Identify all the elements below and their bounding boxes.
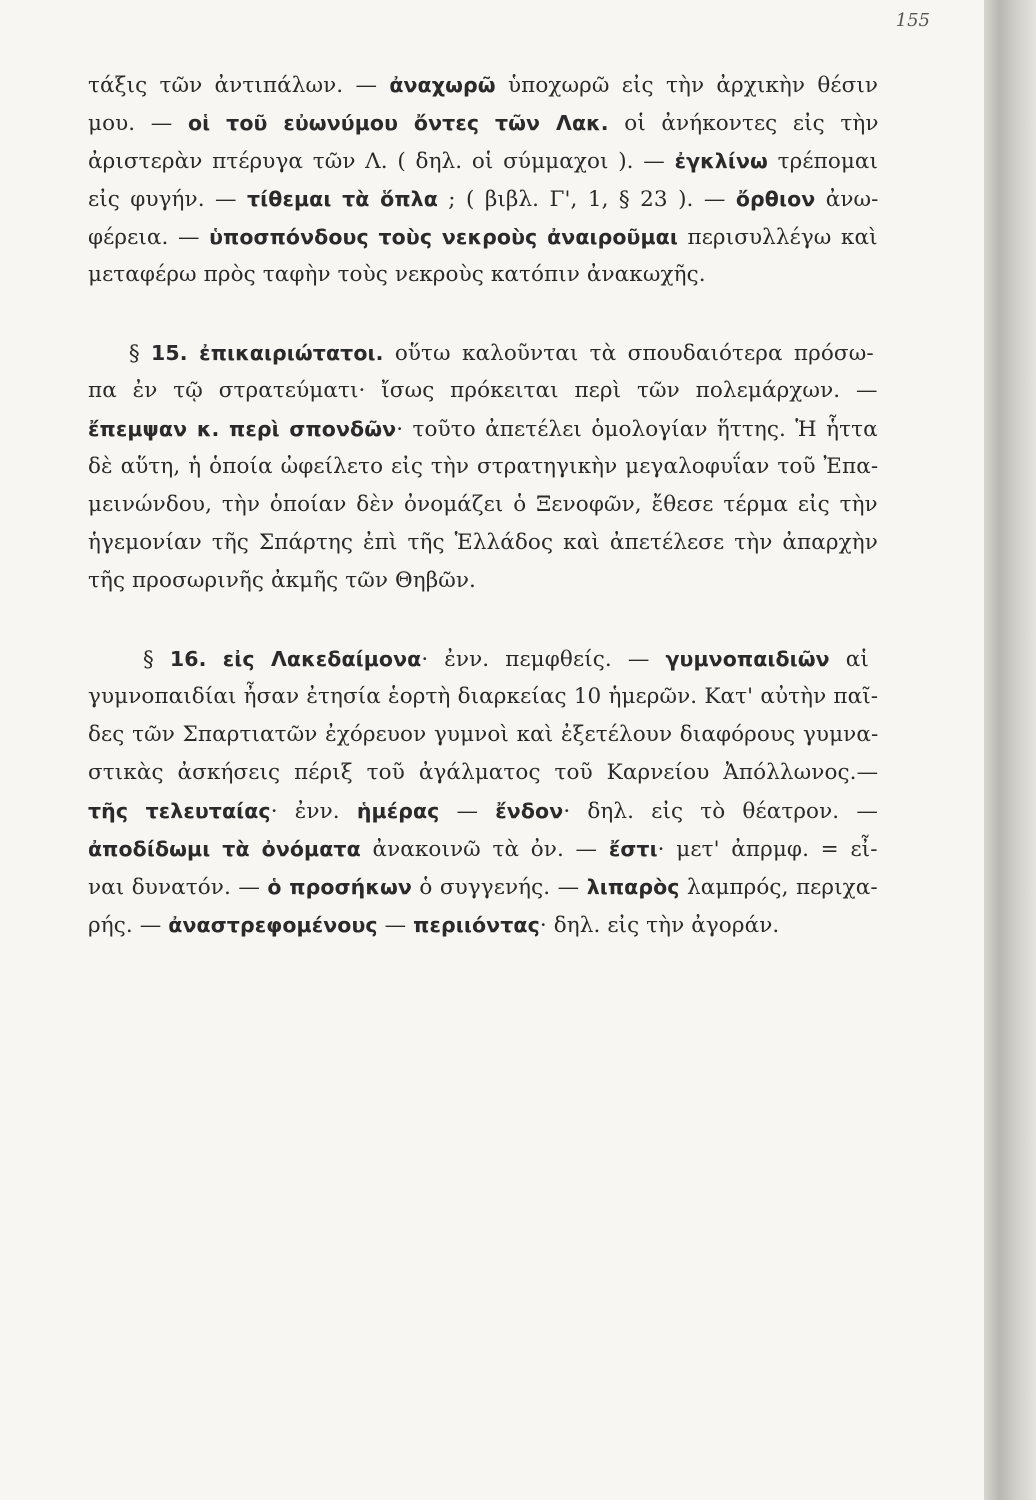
gloss-text: εἰς φυγήν. —	[88, 187, 247, 212]
gloss-text: · τοῦτο ἀπετέλει ὁμολογίαν ἥττης. Ἡ ἧττα	[396, 417, 878, 442]
gloss-text: δὲ αὕτη, ἡ ὁποία ὠφείλετο εἰς τὴν στρατηγικὴν μεγαλοφυΐαν τοῦ Ἐπα-	[88, 454, 879, 479]
lemma-term: οἱ τοῦ εὐωνύμου ὄντες τῶν Λακ.	[187, 111, 609, 135]
gloss-text: ὑποχωρῶ εἰς τὴν ἀρχικὴν θέσιν	[495, 73, 879, 98]
gloss-text: ; ( βιβλ. Γ', 1, § 23 ). —	[437, 187, 736, 212]
gloss-text: τρέπομαι	[767, 149, 879, 174]
text-line	[88, 448, 878, 486]
text-line	[88, 218, 878, 256]
text-line	[88, 792, 878, 830]
text-line	[88, 906, 878, 944]
gloss-text: αἱ	[829, 647, 869, 672]
gloss-text: δες τῶν Σπαρτιατῶν ἐχόρευον γυμνοὶ καὶ ἐξετέλουν διαφόρους γυμνα-	[88, 722, 879, 747]
lemma-term: ὄρθιον	[735, 187, 816, 211]
lemma-term: ἀναστρεφομένους	[168, 913, 378, 937]
lemma-term: ἐγκλίνω	[674, 149, 768, 173]
lemma-term: γυμνοπαιδιῶν	[665, 647, 830, 671]
gloss-text: οὕτω καλοῦνται τὰ σπουδαιότερα πρόσω-	[383, 341, 874, 366]
gloss-text: μεταφέρω πρὸς ταφὴν τοὺς νεκροὺς κατόπιν ἀνακωχῆς.	[88, 262, 706, 287]
text-line	[88, 678, 878, 716]
gloss-text: · μετ' ἀπρμφ. = εἶ-	[657, 837, 878, 862]
gloss-text: ἀριστερὰν πτέρυγα τῶν Λ. ( δηλ. οἱ σύμμαχοι ). —	[88, 149, 675, 174]
lemma-term: περιιόντας	[413, 913, 540, 937]
gloss-text: ἀνακοινῶ τὰ ὀν. —	[360, 837, 609, 862]
text-line	[88, 868, 878, 906]
text-line	[88, 104, 878, 142]
gloss-text: οἱ ἀνήκοντες εἰς τὴν	[608, 111, 879, 136]
gloss-text: μεινώνδου, τὴν ὁποίαν δὲν ὀνομάζει ὁ Ξενοφῶν, ἔθεσε τέρμα εἰς τὴν	[88, 492, 878, 517]
gloss-text: · ἐνν. πεμφθείς. —	[421, 647, 666, 672]
text-line	[88, 524, 878, 562]
gloss-text: —	[377, 913, 414, 938]
lemma-term: ἡμέρας	[356, 799, 440, 823]
lemma-term: 15. ἐπικαιριώτατοι.	[150, 341, 384, 365]
gloss-text: —	[439, 799, 496, 824]
gloss-text: τῆς προσωρινῆς ἀκμῆς τῶν Θηβῶν.	[88, 568, 476, 593]
text-line	[88, 716, 878, 754]
text-line	[88, 256, 878, 294]
text-line	[88, 66, 878, 104]
text-line	[88, 562, 878, 600]
lemma-term: τῆς τελευταίας	[88, 799, 271, 823]
paragraph	[88, 66, 878, 294]
gloss-text: περισυλλέγω καὶ	[677, 225, 878, 250]
text-line	[88, 334, 878, 372]
gloss-text: ρής. —	[88, 913, 169, 938]
gloss-text: μου. —	[88, 111, 188, 136]
text-line	[88, 372, 878, 410]
commentary-text	[88, 66, 878, 984]
text-line	[88, 640, 878, 678]
gloss-text: πα ἐν τῷ στρατεύματι· ἴσως πρόκειται περὶ τῶν πολεμάρχων. —	[88, 378, 878, 403]
gloss-text: §	[88, 341, 151, 366]
gloss-text: · δηλ. εἰς τὸ θέατρον. —	[563, 799, 878, 824]
gloss-text: · ἐνν.	[270, 799, 357, 824]
lemma-term: 16. εἰς Λακεδαίμονα	[169, 647, 422, 671]
lemma-term: τίθεμαι τὰ ὅπλα	[247, 187, 438, 211]
paragraph	[88, 640, 878, 944]
lemma-term: λιπαρὸς	[586, 875, 680, 899]
paragraph	[88, 334, 878, 600]
gloss-text: τάξις τῶν ἀντιπάλων. —	[88, 73, 390, 98]
gloss-text: στικὰς ἀσκήσεις πέριξ τοῦ ἀγάλματος τοῦ Καρνείου Ἀπόλλωνος.—	[88, 760, 879, 785]
text-line	[88, 410, 878, 448]
text-line	[88, 754, 878, 792]
text-line	[88, 486, 878, 524]
lemma-term: ἔστι	[608, 837, 658, 861]
gloss-text: ὁ συγγενής. —	[411, 875, 587, 900]
lemma-term: ἔνδον	[495, 799, 564, 823]
lemma-term: ἔπεμψαν κ. περὶ σπονδῶν	[88, 417, 397, 441]
gloss-text: ναι δυνατόν. —	[88, 875, 268, 900]
lemma-term: ἀναχωρῶ	[389, 73, 496, 97]
gloss-text: ἡγεμονίαν τῆς Σπάρτης ἐπὶ τῆς Ἑλλάδος καὶ ἀπετέλεσε τὴν ἀπαρχὴν	[88, 530, 878, 555]
gloss-text: · δηλ. εἰς τὴν ἀγοράν.	[539, 913, 780, 938]
text-line	[88, 180, 878, 218]
gloss-text: §	[88, 647, 170, 672]
gloss-text: λαμπρός, περιχα-	[679, 875, 878, 900]
text-line	[88, 142, 878, 180]
text-line	[88, 830, 878, 868]
lemma-term: ἀποδίδωμι τὰ ὀνόματα	[88, 837, 361, 861]
gloss-text: ἀνω-	[815, 187, 879, 212]
page-edge	[984, 0, 1036, 1500]
gloss-text: φέρεια. —	[88, 225, 210, 250]
page-number: 155	[895, 10, 930, 31]
lemma-term: ὑποσπόνδους τοὺς νεκροὺς ἀναιροῦμαι	[209, 225, 678, 249]
lemma-term: ὁ προσήκων	[267, 875, 412, 899]
gloss-text: γυμνοπαιδίαι ἦσαν ἐτησία ἑορτὴ διαρκείας 10 ἡμερῶν. Κατ' αὐτὴν παῖ-	[88, 684, 879, 709]
